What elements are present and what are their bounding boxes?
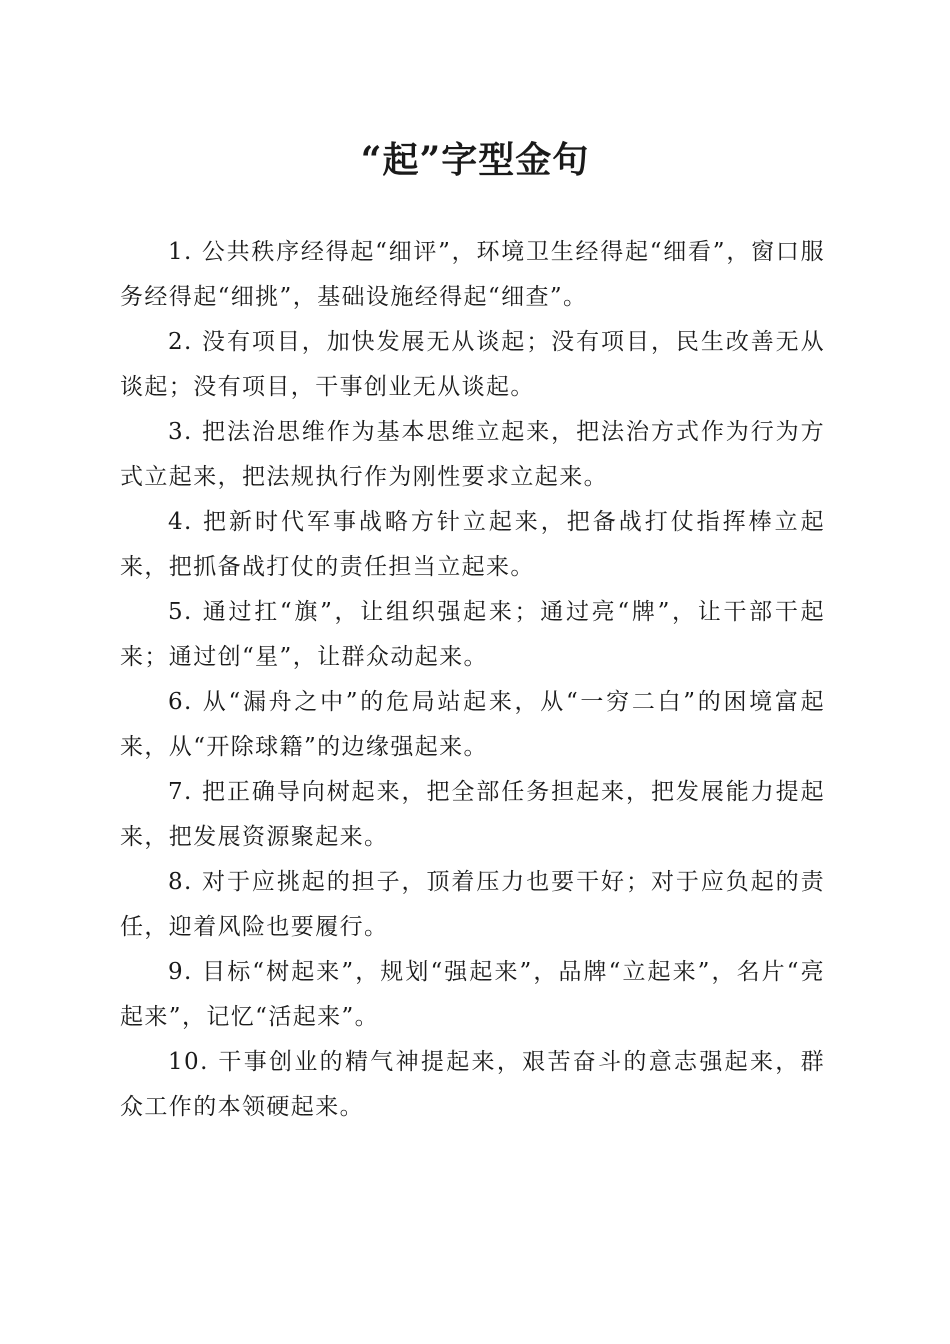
paragraph-3: 3. 把法治思维作为基本思维立起来，把法治方式作为行为方式立起来，把法规执行作为刚性要求立起来。 — [120, 419, 825, 490]
paragraph-5: 5. 通过扛“旗”，让组织强起来；通过亮“牌”，让干部干起来；通过创“星”，让群众动起来。 — [120, 599, 825, 670]
paragraph-6: 6. 从“漏舟之中”的危局站起来，从“一穷二白”的困境富起来，从“开除球籍”的边缘强起来。 — [120, 689, 825, 760]
paragraph-9: 9. 目标“树起来”，规划“强起来”，品牌“立起来”，名片“亮起来”，记忆“活起来”。 — [120, 959, 825, 1030]
paragraph-2: 2. 没有项目，加快发展无从谈起；没有项目，民生改善无从谈起；没有项目，干事创业无从谈起。 — [120, 329, 825, 400]
paragraph-1: 1. 公共秩序经得起“细评”，环境卫生经得起“细看”，窗口服务经得起“细挑”，基础设施经得起“细查”。 — [120, 239, 825, 310]
paragraph-4: 4. 把新时代军事战略方针立起来，把备战打仗指挥棒立起来，把抓备战打仗的责任担当立起来。 — [120, 509, 825, 580]
paragraph-7: 7. 把正确导向树起来，把全部任务担起来，把发展能力提起来，把发展资源聚起来。 — [120, 779, 825, 850]
document-body — [120, 230, 825, 1130]
paragraph-8: 8. 对于应挑起的担子，顶着压力也要干好；对于应负起的责任，迎着风险也要履行。 — [120, 869, 825, 940]
paragraph-10: 10. 干事创业的精气神提起来，艰苦奋斗的意志强起来，群众工作的本领硬起来。 — [120, 1049, 825, 1120]
page-title: “起”字型金句 — [360, 139, 590, 181]
